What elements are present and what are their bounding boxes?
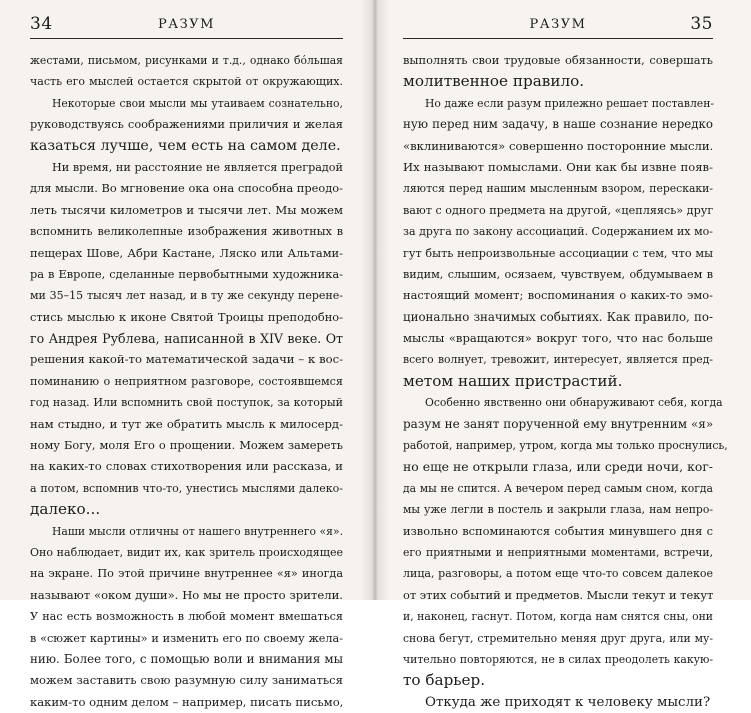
right-page-header [403,14,713,38]
text-line: У нас есть возможность в любой момент вмешаться [30,610,343,624]
left-page-text [30,50,343,713]
text-line: но еще не открыли глаза, или среди ночи, ког- [403,459,713,475]
right-running-head: РАЗУМ [529,17,587,32]
text-line: Наши мысли отличны от нашего внутреннего «я». [52,524,343,538]
left-running-head: РАЗУМ [158,17,215,32]
text-line: от этих событий и предметов. Мысли текут и текут [403,587,714,602]
text-line: пещерах Шове, Абри Кастане, Ляско или Альтами- [30,245,343,260]
text-line: вспомнить великолепные изображения животных в [30,225,343,239]
text-line: ра в Европе, сделанные первобытными художника- [30,266,343,281]
text-line: для мысли. Во мгновение ока она способна преодо- [30,181,343,196]
book-gutter-shadow [360,0,390,600]
text-line: всего волнует, тревожит, интересует, является пред- [403,353,713,367]
text-line: «вклиниваются» совершенно посторонние мысли. [403,138,714,153]
text-line: вают с одного предмета на другой, «цепляясь» друг [403,203,714,217]
text-line: снова бегут, стремительно меняя друг друга, или му- [403,631,713,645]
text-line: Некоторые свои мысли мы утаиваем сознательно, [52,96,343,110]
text-line: Откуда же приходят к человеку мысли? [425,694,711,710]
text-line: и, наконец, гаснут. Потом, когда нам снятся сны, они [403,610,713,624]
text-line: нию. Более того, с помощью воли и внимания мы [30,651,343,666]
text-line: поминанию о неприятном разговоре, состоявшемся [30,374,343,388]
text-line: метом наших пристрастий. [403,371,623,390]
text-line: молитвенное правило. [403,72,585,91]
text-line: Их называют помыслами. Они как бы извне появ- [403,159,713,174]
text-line: Оно наблюдает, видит их, как зритель происходящее [30,545,343,559]
left-header-rule [30,38,343,39]
text-line: настоящий момент; воспоминания о каких-то эмо- [403,288,713,303]
right-page [373,0,751,710]
text-line: а потом, вспомнив что-то, унестись мыслями далеко- [30,481,343,495]
left-page [0,0,373,709]
text-line: лица, разговоры, а потом еще что-то совсем далекое [403,567,713,581]
text-line: ную перед ним задачу, в наше сознание нередко [403,117,713,132]
text-line: гут быть непроизвольные ассоциации с тем, что мы [403,246,713,260]
text-line: каким-то одним делом – например, писать письмо, [30,694,344,709]
text-line: в «сюжет картины» и изменить его по своему жела- [30,631,343,645]
text-line: работой, например, утром, когда мы только проснулись, [403,439,728,453]
text-line: на каких-то словах стихотворения или рассказа, и [30,459,343,474]
text-line: на экране. По этой причине внутреннее «я» иногда [30,567,343,581]
text-line: жестами, письмом, рисунками и т.д., однако бо́льшая [30,54,343,67]
text-line: то барьер. [403,671,486,690]
text-line: можем заставить свою разумную силу заниматься [30,673,343,688]
left-page-number: 34 [30,14,53,34]
text-line: решения какой-то математической задачи – к вос- [30,352,343,367]
text-line: разум не занят порученной ему внутренним «я» [403,416,714,431]
text-line: мы уже легли в постель и закрыли глаза, нам непро- [403,503,713,517]
text-line: его приятными и неприятными моментами, встречи, [403,545,713,559]
text-line: го Андрея Рублева, написанной в XIV веке. От [30,331,343,347]
right-page-text [403,50,728,713]
text-line: леть тысячи километров и тысячи лет. Мы можем [30,202,343,217]
text-line: извольно вспоминаются события минувшего дня с [403,523,713,538]
text-line: ному Богу, моля Его о прощении. Можем замереть [30,438,343,453]
text-line: называют «оком души». Но мы не просто зрители. [30,587,343,602]
text-line: казаться лучше, чем есть на самом деле. [30,137,341,154]
text-line: мыслы «вращаются» вокруг того, что нас больше [403,331,713,346]
text-line: чительно повторяются, не в силах преодолеть какую- [403,652,713,666]
text-line: часть его мыслей остается скрытой от окружающих. [30,75,343,89]
text-line: нам стыдно, и тут же обратить мысль к милосерд- [30,416,343,431]
text-line: ционально значимых событиях. Как правило, по- [403,309,713,324]
text-line: видим, слышим, осязаем, чувствуем, обдумываем в [403,267,713,281]
text-line: стись мыслью к иконе Святой Троицы преподобно- [30,309,343,324]
text-line: ляются перед нашим мысленным взором, перескаки- [403,182,713,196]
text-line: руководствуясь соображениями приличия и желая [30,117,343,132]
text-line: да мы не спится. А вечером перед самым сном, когда [403,481,713,495]
text-line: ми 35–15 тысяч лет назад, и в ту же секунду перене- [30,289,343,303]
text-line: Особенно явственно они обнаруживают себя, когда [425,396,723,410]
text-line: за друга по закону ассоциаций. Содержанием их мо- [403,225,713,239]
text-line: далеко... [30,500,101,519]
right-header-rule [403,38,713,39]
text-line: Ни время, ни расстояние не является преградой [52,160,343,174]
right-page-number: 35 [690,14,713,34]
text-line: Но даже если разум прилежно решает поставлен- [425,96,715,110]
text-line: год назад. Или вспомнить свой поступок, за который [30,396,343,410]
left-page-header [30,14,343,38]
text-line: выполнять свои трудовые обязанности, совершать [403,53,713,67]
